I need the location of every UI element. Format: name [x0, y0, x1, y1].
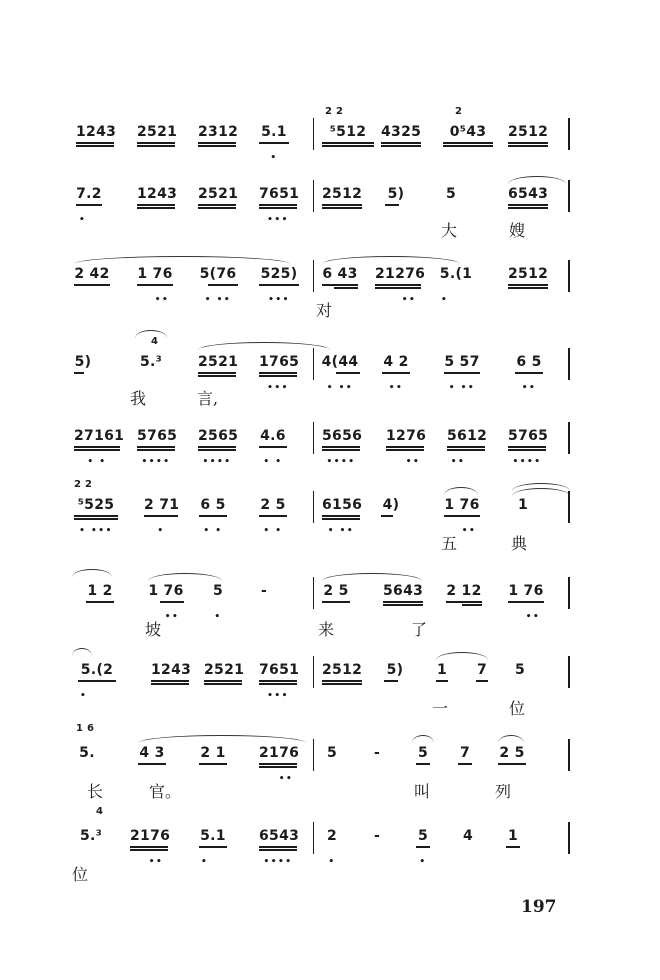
note-group: 2 5 • •: [260, 497, 286, 536]
note-group: 5: [514, 662, 526, 678]
note-group: 21276 ••: [375, 266, 426, 305]
note-group: 1: [436, 662, 448, 678]
note-group: 5: [416, 745, 430, 761]
note-group: 5(76 • ••: [199, 266, 237, 305]
note-group: 5 57 • ••: [444, 354, 480, 393]
barline: [313, 739, 314, 771]
note-group: 2 1: [199, 745, 227, 761]
note-group: 1243: [76, 124, 114, 140]
note-group: 2521: [198, 186, 236, 202]
score-system-2: [0, 186, 660, 278]
page-number: 197: [521, 897, 557, 917]
note-group: 5): [385, 186, 407, 202]
lyric-char: 了: [411, 620, 428, 639]
barline: [313, 260, 314, 292]
barline: [568, 656, 570, 688]
note-group: 2521: [137, 124, 175, 140]
note-group: 5.1 •: [259, 124, 289, 140]
note-group: 2565 ••••: [198, 428, 239, 467]
note-group: 6543 ••••: [259, 828, 300, 867]
note-group: 1276 ••: [386, 428, 427, 467]
note-group: 1 2: [86, 583, 114, 599]
barline: [568, 118, 570, 150]
lyric-char: 列: [495, 782, 512, 801]
note-group: 6 43: [322, 266, 358, 282]
note-group: 4 5.³: [139, 336, 163, 370]
note-group: 2512: [508, 266, 548, 282]
note-group: 5 •: [417, 828, 429, 867]
note-group: 5: [326, 745, 338, 761]
lyric-char: 典: [511, 534, 528, 553]
note-group: 6 5 • •: [200, 497, 226, 536]
note-group: 7651 •••: [259, 662, 300, 701]
note-group: 2 5: [322, 583, 350, 599]
note-group: 5765 ••••: [137, 428, 178, 467]
note-group: 2521: [204, 662, 242, 678]
note-group: -: [373, 745, 381, 761]
note-group: 4(44 • ••: [321, 354, 359, 393]
note-group: 2 2 ⁵512: [322, 124, 374, 140]
note-group: 5765 ••••: [508, 428, 549, 467]
note-group: 1 76 ••: [137, 266, 173, 305]
note-group: 5.1 •: [200, 828, 226, 867]
note-group: 6 5 ••: [516, 354, 542, 393]
note-group: 4.6 • •: [260, 428, 286, 467]
grace-note: 2 2: [74, 479, 93, 490]
note-group: 2 0⁵43: [443, 124, 493, 140]
note-group: 4: [462, 828, 474, 844]
note-group: 1: [506, 828, 520, 844]
lyric-char: 对: [316, 301, 333, 320]
note-group: 5): [74, 354, 92, 370]
note-group: 4325: [381, 124, 421, 140]
note-group: 2176 ••: [259, 745, 300, 784]
lyric-char: 官。: [149, 782, 182, 801]
note-group: 1: [517, 497, 529, 513]
note-group: 525) •••: [260, 266, 298, 305]
barline: [313, 822, 314, 854]
barline: [313, 180, 314, 212]
note-group: 1243: [151, 662, 189, 678]
barline: [313, 348, 314, 380]
note-group: 4): [381, 497, 401, 513]
note-group: 1765 •••: [259, 354, 300, 393]
note-group: 7651 •••: [259, 186, 300, 225]
note-group: 4 3: [138, 745, 166, 761]
lyric-char: 来: [318, 620, 335, 639]
note-group: -: [373, 828, 381, 844]
note-group: 1243: [137, 186, 175, 202]
note-group: 6543: [508, 186, 548, 202]
note-group: 2512: [508, 124, 548, 140]
score-system-8: [0, 662, 660, 754]
barline: [568, 822, 570, 854]
grace-note: 1 6: [76, 723, 95, 734]
lyric-char: 我: [130, 389, 147, 408]
note-group: 5643: [383, 583, 423, 599]
lyric-char: 位: [72, 865, 89, 884]
note-group: 2512: [322, 662, 362, 678]
note-group: 4 2 ••: [383, 354, 409, 393]
note-group: 5): [384, 662, 406, 678]
note-group: 2176 ••: [130, 828, 171, 867]
lyric-char: 大: [441, 221, 458, 240]
barline: [568, 348, 570, 380]
note-group: 1 6 5.: [76, 723, 95, 761]
note-group: 1 76 ••: [444, 497, 480, 536]
grace-note: 4: [151, 336, 159, 347]
note-group: 1 76 ••: [148, 583, 184, 622]
barline: [313, 118, 314, 150]
note-group: 2 •: [326, 828, 338, 867]
lyric-char: 嫂: [509, 221, 526, 240]
note-group: 2 71 •: [144, 497, 180, 536]
note-group: 4 5.³: [79, 806, 104, 844]
grace-note: 2 2: [325, 106, 344, 117]
barline: [313, 422, 314, 454]
barline: [313, 577, 314, 609]
note-group: 5 •: [212, 583, 224, 622]
note-group: 2 42: [74, 266, 110, 282]
note-group: 2 12: [446, 583, 482, 599]
note-group: 2521: [198, 354, 236, 370]
note-group: 1 76 ••: [508, 583, 544, 622]
score-system-10: [0, 806, 660, 920]
barline: [313, 656, 314, 688]
barline: [568, 739, 570, 771]
score-system-3: [0, 266, 660, 358]
grace-note: 4: [96, 806, 104, 817]
barline: [313, 491, 314, 523]
barline: [568, 422, 570, 454]
lyric-char: 一: [432, 699, 449, 718]
note-group: 2512: [322, 186, 362, 202]
lyric-char: 位: [509, 699, 526, 718]
note-group: 5.(2 •: [78, 662, 116, 678]
barline: [568, 577, 570, 609]
note-group: 5612 ••: [447, 428, 488, 467]
lyric-char: 坡: [145, 620, 162, 639]
note-group: 5: [445, 186, 457, 202]
barline: [568, 260, 570, 292]
grace-note: 2: [455, 106, 463, 117]
note-group: 7.2 •: [76, 186, 102, 225]
note-group: -: [260, 583, 268, 599]
note-group: 7: [458, 745, 472, 761]
lyric-char: 长: [87, 782, 104, 801]
barline: [568, 180, 570, 212]
note-group: 5.(1 •: [439, 266, 473, 305]
barline: [568, 491, 570, 523]
note-group: 2 2 ⁵525 • •••: [74, 497, 118, 513]
note-group: 5656 ••••: [322, 428, 363, 467]
lyric-char: 叫: [414, 782, 431, 801]
note-group: 7: [476, 662, 488, 678]
lyric-char: 言,: [197, 389, 219, 408]
score-system-9: [0, 723, 660, 837]
note-group: 2 5: [498, 745, 526, 761]
note-group: 27161 • •: [74, 428, 125, 467]
lyric-char: 五: [441, 534, 458, 553]
note-group: 2312: [198, 124, 236, 140]
note-group: 6156 • ••: [322, 497, 363, 536]
